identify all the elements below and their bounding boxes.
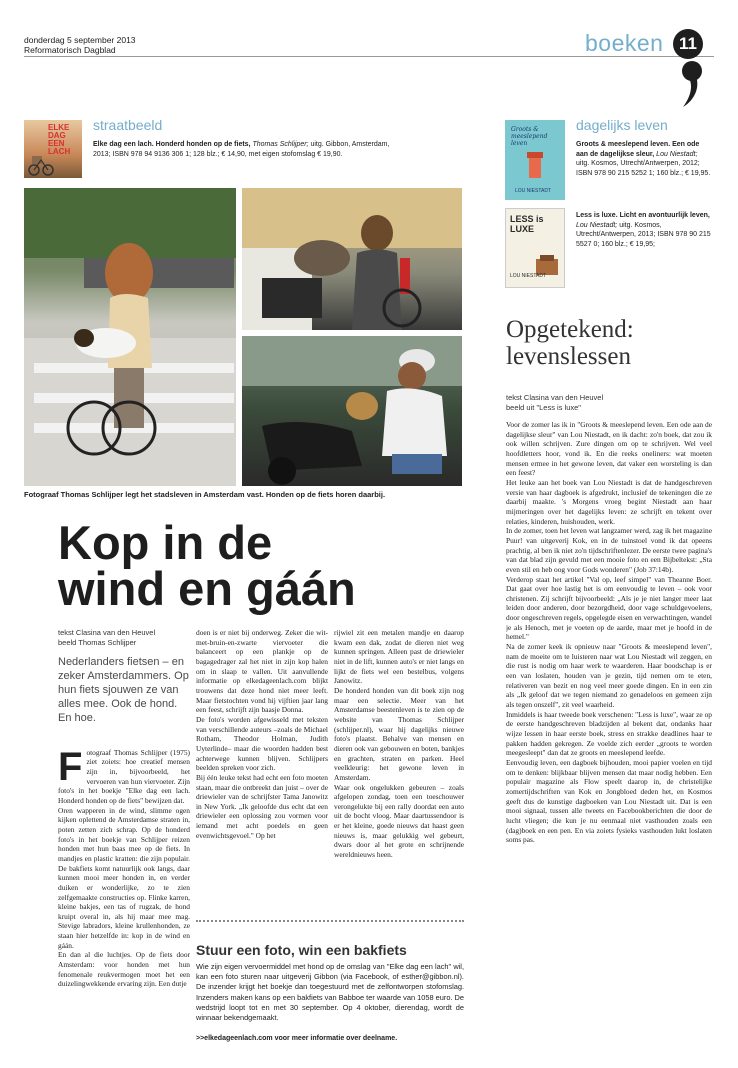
masthead-info	[24, 35, 136, 55]
photo-woman-dog	[242, 188, 462, 330]
cover-title: LESS is LUXE	[510, 214, 544, 234]
opgetekend-credits	[506, 393, 706, 413]
book-author: Lou Niestadt;	[576, 221, 618, 229]
straatbeeld-book-info	[93, 140, 403, 159]
headline-line-1: Kop in de	[58, 516, 273, 569]
credit-photo: beeld Thomas Schlijper	[58, 638, 137, 647]
cover-title: Groots & meeslepend leven	[511, 126, 548, 147]
opgetekend-body: Voor de zomer las ik in "Groots & meeslepend leven. Een ode aan de dagelijkse sleur" van Lou Niestadt, en ik dacht: zo'n boek, dat zou ik ook willen schrijven. Zure dingen om op te schrijven. Wel veel hoofdletters hoor, vond ik. En die reeks oneliners: wat moeten mensen ermee in het gewone leven, dat vaker een worsteling is dan een feest? Het leuke aan het boek van Lou Niestadt is dat de handgeschreven versie van haar dagboek is afgedrukt, inclusief de tekeningen die ze daarbij maakte. 's Morgens vroeg begint Niestadt aan haar mijmeringen over het dagelijks leven: ze schrijft en tekent over relaties, kinderen, huishouden, werk. In de zomer, toen het leven wat langzamer werd, zag ik het magazine Puur! van uitgeverij Kok, en in de tuinstoel vond ik dat opeens prachtig, al ben ik niet zo'n tijdschriftenlezer. De eerste twee pagina's van dat blad zijn gevuld met een mooie foto en een Bijbeltekst: „Sta even stil en heb oog voor Gods wonderen" (Job 37:14b). Verderop staat het artikel "Val op, leef simpel" van Theanne Boer. Dat gaat over hoe lastig het is om eenvoudig te leven – ook voor christenen. Zij schrijft bijvoorbeeld: „Als je je niet langer meer laat leiden door anderen, door bezorgdheid, door vage schuldgevoelens, door ongeschreven regels, opgelegde eisen en verwachtingen, wandel je als Henoch, met je voeten op de aarde, maar met je hoofd in de hemel." Na de zomer keek ik opnieuw naar "Groots & meeslepend leven", nam de moeite om te luisteren naar wat Lou Niestadt wil zeggen, en die rust is nodig om haar werk te waarderen. Haar boodschap is er een van loslaten, houden van je gezin, tijd nemen om te eten, relativeren van bezit en nog veel meer goede dingen. En in een zin als „Ik geloof dat we tegen niemand zo genadeloos en gemeen zijn als tegen onszelf", zit veel waarheid. Inmiddels is haar tweede boek verschenen: "Less is luxe", waar ze op de eerste handgeschreven bladzijden al bekent dat, ondanks haar wijze lessen in haar eerste boek, stress en strakke deadlines haar te pakken hadden gekregen. Ze voelde zich eerder „groots te worden meegesleept" dan dat ze groots en meeslepend leefde. Eenvoudig leven, een dagboek bijhouden, mooi papier voelen en tijd om te denken: blijkbaar blijven mensen dat maar nodig hebben. Een populair magazine als Flow speelt daarop in, de christelijke zomertijdschriften van Kok en Jongbloed deden het, en Kosmos geeft dus de kunstige dagboeken van Lou Niestadt uit. Dat is een mooi signaal, tussen alle tweets en Facebookberichten die door de lucht vliegen; die kun je nu eenmaal niet vasthouden zoals een (dag)boek en een pen. En via zoiets fysieks vasthouden lukt loslaten soms pas.	[506, 420, 712, 845]
groots-cover	[505, 120, 565, 200]
article-column-2: doen is er niet bij onderweg. Zeker die wit-met-bruin-en-zwarte viervoeter die balanceert op een plankje op de bagagedrager zal het niet in zijn kop halen om in slaap te vallen. Uit aanvullende informatie op elkedageenlach.com blijkt trouwens dat deze hond niet meer leeft. Maar fietstochten vond hij vijftien jaar lang een feest, schrijft zijn baasje Donna. De foto's worden afgewisseld met teksten van verschillende auteurs –zoals de Michael Rotham, Theodor Holman, Judith Uyterlinde– maar die woorden hadden best achterwege kunnen blijven. Schlijpers beelden spreken voor zich. Bij één leuke tekst had echt een foto moeten staan, maar die ontbreekt dan juist – over de driewieler van de schrijfster Tama Janowitz in New York. „Ik geloofde dus echt dat een driewieler een oplossing zou vormen voor iemand met acht poedels en geen evenwichtsgevoel." Op het	[196, 628, 328, 840]
cover-author: LOU NIESTADT	[510, 273, 547, 279]
section-title: boeken	[585, 30, 664, 56]
book-title: Elke dag een lach. Honderd honden op de fiets,	[93, 141, 251, 148]
less-cover	[505, 208, 565, 288]
comma-icon	[681, 60, 703, 108]
straatbeeld-label: straatbeeld	[93, 117, 163, 133]
column-1-text: otograaf Thomas Schlijper (1975) ziet zoiets: hoe creatief mensen zijn in, bijvoorbeeld, het vervoeren van hun viervoeter. Zijn foto's in het boekje "Elke dag een lach. Honderd honden op de fiets" bewijzen dat. Oren wapperen in de wind, slimme ogen kijken oplettend de Amsterdamse straten in, poten zetten zich schrap. Op de honderd foto's in het boekje van Schlijper reizen honden met hun baas mee op de fiets. In mandjes en plastic kratten: die zijn populair. De bakfiets komt natuurlijk ook langs, daar kunnen mooi meer honden in, en verder duiken er wonderlijke, zo te zien zelfgemaakte constructies op. Flinke karren, kleine bakjes, een tas of rugzak, de hond kruipt overal in, als hij maar mee mag. Stevige labradors, kleine krullenhonden, ze staan hier hetzelfde in: kop in de wind en gáán. En dan al die luchtjes. Op de fiets door Amsterdam: voor honden met hun fenomenale reukvermogen moet het een duizelingwekkende ervaring zijn. Een dutje	[58, 747, 190, 989]
opgetekend-title	[506, 316, 706, 370]
contest-title: Stuur een foto, win een bakfiets	[196, 942, 407, 958]
straatbeeld-cover	[24, 120, 82, 178]
less-book-info	[576, 211, 711, 249]
book-details: uitg. Gibbon, Amsterdam, 2013; ISBN 978 94 9136 306 1; 128 blz.; € 14,90, met eigen stofomslag € 19,90.	[93, 141, 390, 158]
book-author: Thomas Schlijper;	[252, 141, 309, 148]
credit-text: tekst Clasina van den Heuvel	[58, 628, 156, 637]
article-column-3: rijwiel zit een metalen mandje en daarop kwam een dak, zodat de dieren niet weg kunnen springen. Alleen past de driewieler niet in de lift, kunnen auto's er niet langs en lijkt de fiets wel een bestelbus, volgens Janowitz. De honderd honden van dit boek zijn nog maar een selectie. Meer van het Amsterdamse beestenleven is te zien op de website van Thomas Schlijper (schlijper.nl), waar hij dagelijks nieuwe foto's plaatst. Behalve van mensen en dieren ook van gebouwen en boten, bankjes en grachten, straten en parken. Heel veelkleurig: het gewone leven in Amsterdam. Waar ook ongelukken gebeuren – zoals afgelopen zondag, toen een toeschouwer verongelukte bij een rally doordat een auto uit de bocht vloog. Maar daartussendoor is er het kleine, goede nieuws dat haast geen nieuws is, maar gelukkig wel gebeurt, dwars door al het grote en schrijnende wereldnieuws heen.	[334, 628, 464, 860]
op-title-line-2: levenslessen	[506, 343, 631, 370]
book-details: uitg. Kosmos, Utrecht/Antwerpen, 2013; ISBN 978 90 215 5527 0; 160 blz.; € 19,95;	[576, 221, 711, 248]
dagelijks-label: dagelijks leven	[576, 117, 668, 133]
photo-man-scooter	[242, 336, 462, 486]
page-number: 11	[673, 29, 703, 59]
photo-caption: Fotograaf Thomas Schlijper legt het stadsleven in Amsterdam vast. Honden op de fiets horen daarbij.	[24, 490, 386, 499]
photo-girl-cyclist	[24, 188, 236, 486]
cover-author: LOU NIESTADT	[515, 188, 552, 194]
article-intro: Nederlanders fietsen – en zeker Amsterdammers. Op hun fiets sjouwen ze van alles mee. Ook de hond. En hoe.	[58, 656, 189, 724]
article-headline	[58, 516, 458, 615]
groots-book-info	[576, 140, 711, 178]
book-author: Lou Niestadt;	[656, 150, 698, 158]
op-title-line-1: Opgetekend:	[506, 316, 634, 343]
credit-photo: beeld uit "Less is luxe"	[506, 403, 581, 412]
book-title: Less is luxe. Licht en avontuurlijk leven,	[576, 212, 710, 219]
book-title: Groots & meeslepend leven. Een ode aan de dagelijkse sleur,	[576, 141, 700, 158]
credit-text: tekst Clasina van den Heuvel	[506, 393, 604, 402]
article-credits	[58, 628, 188, 648]
headline-line-2: wind en gáán	[58, 562, 356, 615]
issue-date: donderdag 5 september 2013	[24, 35, 136, 45]
book-details: uitg. Kosmos, Utrecht/Antwerpen, 2012; ISBN 978 90 215 5252 1; 160 blz.; € 19,95.	[576, 160, 711, 177]
contest-link[interactable]: >>elkedageenlach.com voor meer informatie over deelname.	[196, 1035, 398, 1042]
article-column-1	[58, 738, 190, 1060]
newspaper-name: Reformatorisch Dagblad	[24, 45, 116, 55]
cover-title: ELKE DAG EEN LACH	[48, 123, 71, 156]
dropcap: F	[58, 744, 83, 789]
contest-divider	[196, 920, 464, 922]
contest-body: Wie zijn eigen vervoermiddel met hond op de omslag van "Elke dag een lach" wil, kan een foto sturen naar uitgeverij Gibbon (via Facebook, of esther@gibbon.nl). De inzender krijgt het boekje dan toegestuurd met de zelfontworpen stofomslag. Inzenders maken kans op een bakfiets van Babboe ter waarde van 1058 euro. De wedstrijd loopt tot en met 30 september. Op 4 oktober, dierendag, wordt de winnaar bekendgemaakt.	[196, 962, 464, 1023]
